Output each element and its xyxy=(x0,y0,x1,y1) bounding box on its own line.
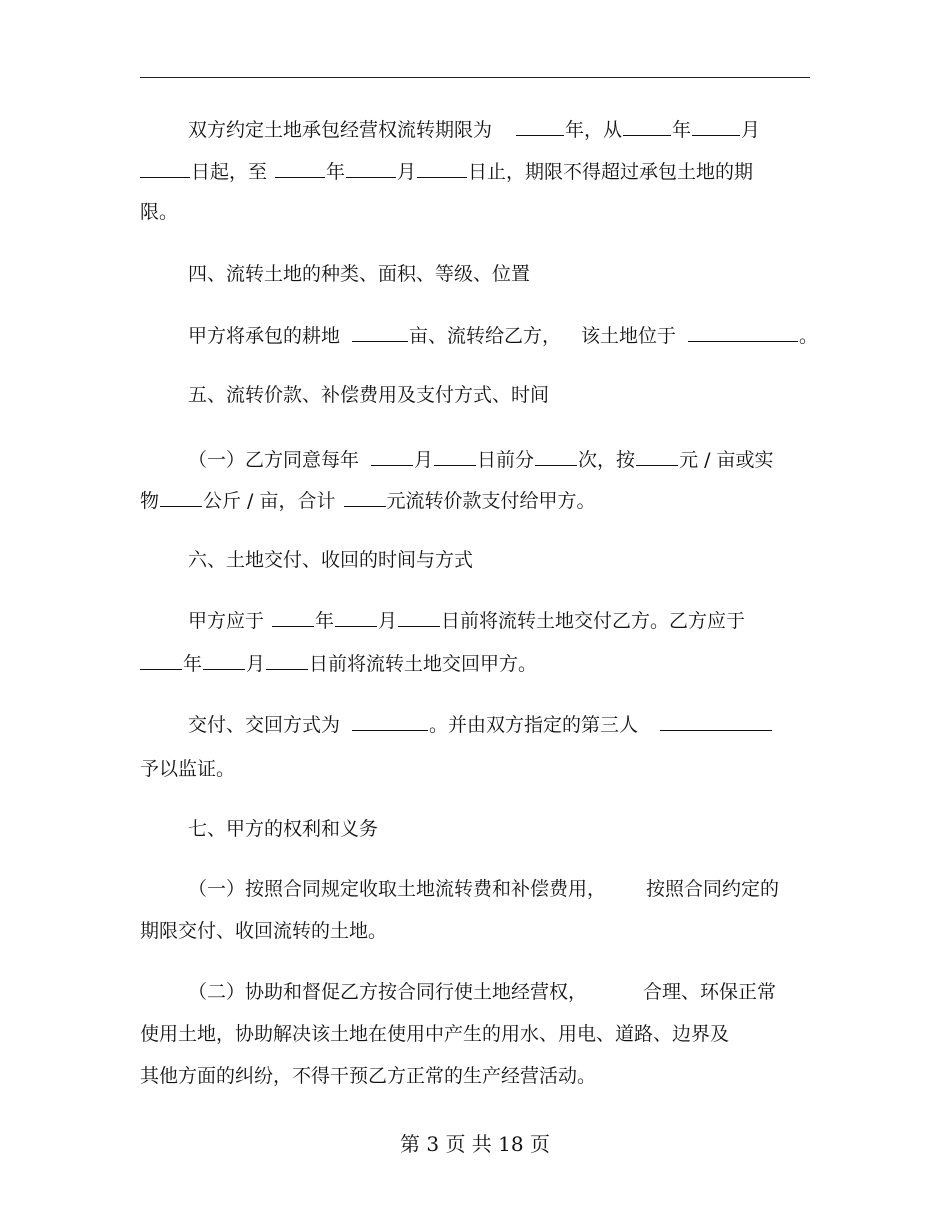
blank-field xyxy=(140,651,182,670)
text: 年 xyxy=(183,653,203,675)
text: 年 xyxy=(315,610,335,632)
text: 次，按 xyxy=(578,449,636,471)
text: 月 xyxy=(378,610,398,632)
blank-field xyxy=(434,447,476,466)
text-line xyxy=(140,159,753,184)
text: 该土地位于 xyxy=(581,325,677,347)
text-line xyxy=(140,1022,729,1046)
section-heading xyxy=(188,262,530,286)
text-line xyxy=(188,323,818,348)
blank-field xyxy=(140,159,190,178)
text: 。并由双方指定的第三人 xyxy=(429,714,639,736)
text: 月 xyxy=(246,653,266,675)
text: （一）乙方同意每年 xyxy=(188,449,360,471)
top-rule xyxy=(140,77,810,78)
text-line xyxy=(188,980,776,1004)
text: 期限交付、收回流转的土地。 xyxy=(140,920,388,942)
text: 公斤 / 亩，合计 xyxy=(203,490,336,512)
text: （二）协助和督促乙方按合同行使土地经营权， xyxy=(188,981,588,1003)
text-line xyxy=(188,712,773,737)
section-heading xyxy=(188,383,549,407)
text-line xyxy=(188,117,760,142)
blank-field xyxy=(275,159,325,178)
text: 按照合同约定的 xyxy=(646,878,780,900)
text: 年 xyxy=(326,161,346,183)
section-heading xyxy=(188,817,378,841)
blank-field xyxy=(660,712,772,731)
text-line xyxy=(188,877,779,901)
text: 六、土地交付、收回的时间与方式 xyxy=(188,549,474,571)
blank-field xyxy=(636,447,678,466)
blank-field xyxy=(203,651,245,670)
blank-field xyxy=(346,159,396,178)
text: 四、流转土地的种类、面积、等级、位置 xyxy=(188,263,531,285)
text: 使用土地，协助解决该土地在使用中产生的用水、用电、道路、边界及 xyxy=(140,1023,730,1045)
text: 予以监证。 xyxy=(140,758,236,780)
blank-field xyxy=(266,651,308,670)
text: 月 xyxy=(397,161,417,183)
text: 物 xyxy=(140,490,160,512)
blank-field xyxy=(352,712,428,731)
text-line xyxy=(140,919,387,943)
text-line xyxy=(188,447,774,472)
text: 元流转价款支付给甲方。 xyxy=(386,490,596,512)
text-line xyxy=(140,200,178,224)
blank-field xyxy=(535,447,577,466)
text: 日起，至 xyxy=(191,161,268,183)
blank-field xyxy=(516,117,564,136)
text: 五、流转价款、补偿费用及支付方式、时间 xyxy=(188,384,550,406)
text: （一）按照合同规定收取土地流转费和补偿费用， xyxy=(188,878,607,900)
text: 月 xyxy=(741,119,761,141)
text-line xyxy=(140,1064,596,1088)
text: 日前将流转土地交付乙方。乙方应于 xyxy=(441,610,746,632)
text: 七、甲方的权利和义务 xyxy=(188,818,379,840)
text: 限。 xyxy=(140,201,179,223)
text: 交付、交回方式为 xyxy=(188,714,341,736)
section-heading xyxy=(188,548,473,572)
text: 甲方将承包的耕地 xyxy=(188,325,341,347)
blank-field xyxy=(352,323,408,342)
text: 甲方应于 xyxy=(188,610,265,632)
text: 双方约定土地承包经营权流转期限为 xyxy=(188,119,493,141)
text: 月 xyxy=(414,449,434,471)
blank-field xyxy=(272,608,314,627)
text: 亩、流转给乙方， xyxy=(409,325,562,347)
text-line xyxy=(140,488,596,513)
text: 元 / 亩或实 xyxy=(679,449,774,471)
text: 。 xyxy=(799,325,819,347)
blank-field xyxy=(688,323,798,342)
blank-field xyxy=(398,608,440,627)
text: 合理、环保正常 xyxy=(643,981,777,1003)
blank-field xyxy=(417,159,467,178)
text: 年，从 xyxy=(565,119,623,141)
text: 其他方面的纠纷，不得干预乙方正常的生产经营活动。 xyxy=(140,1065,597,1087)
blank-field xyxy=(623,117,671,136)
text: 日前将流转土地交回甲方。 xyxy=(309,653,538,675)
text-line xyxy=(140,757,235,781)
page-number: 第 3 页 共 18 页 xyxy=(400,1132,550,1156)
blank-field xyxy=(160,488,202,507)
blank-field xyxy=(371,447,413,466)
blank-field xyxy=(692,117,740,136)
text: 日前分 xyxy=(477,449,535,471)
text: 日止，期限不得超过承包土地的期 xyxy=(468,161,754,183)
text-line xyxy=(188,608,745,633)
blank-field xyxy=(344,488,386,507)
text: 年 xyxy=(672,119,692,141)
text-line xyxy=(140,651,537,676)
blank-field xyxy=(335,608,377,627)
